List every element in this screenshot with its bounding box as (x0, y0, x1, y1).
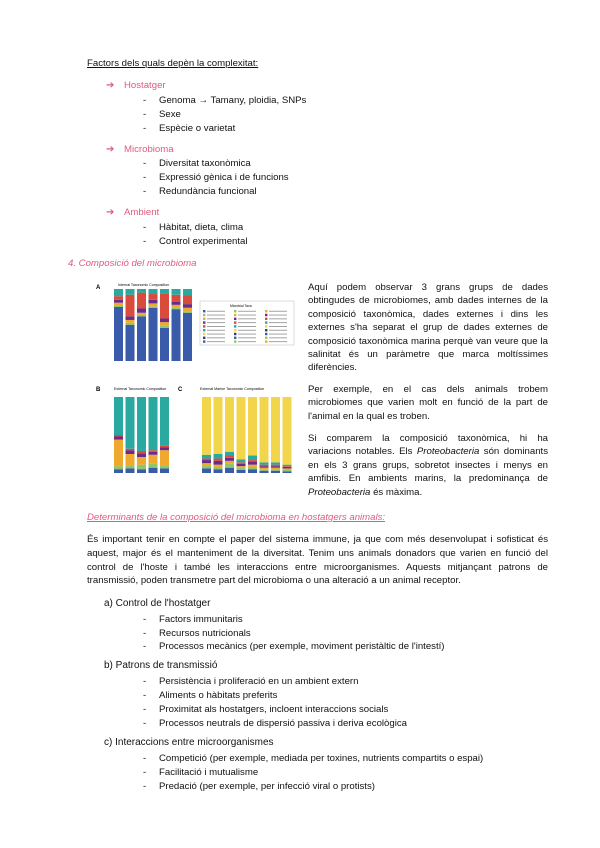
legend-text-line (238, 330, 256, 331)
legend-text-line (269, 315, 287, 316)
bar-segment (114, 289, 123, 296)
bar-segment (248, 456, 257, 461)
bar-segment (149, 468, 158, 473)
panel-b-label: B (96, 387, 101, 393)
bar-segment (172, 302, 181, 305)
legend-text-line (207, 341, 225, 342)
arrow-right-icon: ➔ (106, 207, 115, 218)
bar-segment (248, 462, 257, 465)
bar-segment (260, 471, 269, 473)
bar-segment (137, 293, 146, 309)
bar-segment (260, 465, 269, 467)
bar-segment (126, 323, 135, 325)
legend-swatch (265, 329, 267, 331)
legend-swatch (265, 337, 267, 339)
bar-segment (271, 469, 280, 471)
bar-segment (172, 289, 181, 295)
bar-segment (149, 397, 158, 450)
bar-segment (214, 454, 223, 459)
bar-segment (260, 468, 269, 470)
legend-swatch (234, 321, 236, 323)
bar-segment (126, 449, 135, 451)
legend-swatch (203, 329, 205, 331)
bar-segment (283, 397, 292, 465)
bar-segment (137, 316, 146, 361)
legend-swatch (234, 325, 236, 327)
bar-segment (114, 435, 123, 437)
bar-segment (271, 466, 280, 468)
panel-a-label: A (96, 285, 101, 291)
bar-segment (160, 468, 169, 473)
paragraph: Per exemple, en el cas dels animals trobem microbiomes que varien molt en funció de la part de l'animal en la qual es troben. (308, 384, 548, 422)
legend-swatch (203, 325, 205, 327)
paragraph: És important tenir en compte el paper del sistema immune, ja que com més desenvolupat i sofisticat és aquest, major és el manteniment de la diversitat. Tenim uns animals donadors que varien en funció del control de l'hoste i també les interaccions entre microorganismes. Aquests mitjançant patrons de transmissió, poden transmetre part del microbioma o una alteració a un animal receptor. (87, 534, 548, 587)
bar-segment (202, 468, 211, 473)
legend-text-line (238, 337, 256, 338)
bar-segment (114, 397, 123, 435)
bar-segment (126, 316, 135, 320)
bar-segment (149, 294, 158, 300)
bar-segment (114, 296, 123, 300)
list-item: - Aliments o hàbitats preferits (146, 690, 277, 701)
bar-segment (149, 306, 158, 307)
bar-segment (271, 471, 280, 473)
legend-swatch (203, 333, 205, 335)
bar-segment (160, 289, 169, 293)
bar-segment (114, 466, 123, 469)
section-label: c) Interaccions entre microorganismes (104, 737, 274, 748)
bar-segment (237, 468, 246, 470)
legend-text-line (269, 341, 287, 342)
bar-segment (149, 289, 158, 294)
bar-segment (214, 397, 223, 454)
section-label: b) Patrons de transmissió (104, 660, 218, 671)
group-ambient (106, 207, 159, 218)
legend-swatch (203, 310, 205, 312)
legend-text-line (269, 330, 287, 331)
legend-text-line (207, 311, 225, 312)
legend-text-line (207, 318, 225, 319)
legend-text-line (207, 322, 225, 323)
arrow-right-icon: ➔ (106, 80, 115, 91)
bar-segment (283, 467, 292, 469)
list-item: - Processos mecànics (per exemple, moviment peristàltic de l'intestí) (146, 641, 444, 652)
bar-segment (183, 311, 192, 312)
legend-swatch (234, 314, 236, 316)
bar-segment (126, 320, 135, 323)
legend-text-line (207, 334, 225, 335)
taxonomic-composition-figure (92, 279, 297, 504)
bar-segment (172, 309, 181, 361)
bar-segment (172, 308, 181, 309)
bar-segment (149, 300, 158, 304)
bar-segment (137, 457, 146, 465)
bar-segment (225, 456, 234, 458)
bar-segment (202, 465, 211, 468)
legend-swatch (203, 318, 205, 320)
bar-segment (172, 305, 181, 308)
bar-segment (126, 295, 135, 317)
bar-segment (225, 452, 234, 456)
list-item: - Hàbitat, dieta, clima (146, 222, 243, 233)
bar-segment (237, 470, 246, 473)
bar-segment (225, 464, 234, 468)
bar-segment (271, 468, 280, 470)
legend-swatch (265, 318, 267, 320)
bar-segment (137, 453, 146, 457)
bar-segment (114, 440, 123, 467)
legend-swatch (234, 337, 236, 339)
bar-segment (126, 454, 135, 465)
panel-c-bars (202, 397, 292, 473)
legend-text-line (238, 326, 256, 327)
list-item: - Sexe (146, 109, 181, 120)
list-item: - Predació (per exemple, per infecció viral o protists) (146, 781, 375, 792)
bar-segment (271, 465, 280, 467)
legend-text-line (207, 330, 225, 331)
bar-segment (283, 466, 292, 467)
legend-swatch (234, 333, 236, 335)
factors-title: Factors dels quals depèn la complexitat: (87, 58, 259, 69)
bar-segment (237, 397, 246, 459)
bar-segment (114, 300, 123, 303)
bar-segment (149, 452, 158, 455)
legend-text-line (238, 322, 256, 323)
bar-segment (202, 459, 211, 461)
legend-swatch (234, 318, 236, 320)
bar-segment (137, 308, 146, 312)
bar-segment (214, 467, 223, 469)
bar-segment (137, 451, 146, 453)
bar-segment (225, 468, 234, 473)
list-item: - Processos neutrals de dispersió passiva i deriva ecològica (146, 718, 407, 729)
bar-segment (149, 303, 158, 306)
list-item: - Expressió gènica i de funcions (146, 172, 289, 183)
bar-segment (248, 460, 257, 462)
legend-text-line (238, 334, 256, 335)
legend-swatch (265, 314, 267, 316)
bar-segment (160, 450, 169, 465)
bar-segment (237, 459, 246, 462)
determinants-title: Determinants de la composició del microbioma en hostatgers animals: (87, 512, 386, 523)
panel-b-title: External Taxonomic Composition (114, 387, 167, 391)
list-item: - Facilitació i mutualisme (146, 767, 258, 778)
bar-segment (114, 306, 123, 307)
panel-b-bars (114, 397, 169, 473)
bar-segment (260, 466, 269, 468)
panel-a-bars (114, 289, 192, 361)
group-hostatger (106, 80, 166, 91)
legend-text-line (207, 326, 225, 327)
paragraph: Aquí podem observar 3 grans grups de dades obtingudes de microbiomes, amb dades internes de la composició taxonòmica, dades externes i dins les externes s'ha separat el grup de dades externes de composició taxonòmica marina perquè van veure que la salinitat és un paràmetre que marca moltíssimes diferències. (308, 282, 548, 374)
legend-text-line (207, 337, 225, 338)
list-item: - Diversitat taxonòmica (146, 158, 251, 169)
list-item: - Proximitat als hostatgers, incloent interaccions socials (146, 704, 388, 715)
bar-segment (283, 468, 292, 470)
legend-swatch (265, 310, 267, 312)
panel-c-label: C (178, 387, 183, 393)
legend-text-line (269, 326, 287, 327)
legend-text-line (269, 322, 287, 323)
bar-segment (137, 289, 146, 293)
group-label: Microbioma (124, 144, 174, 155)
bar-segment (214, 461, 223, 465)
bar-segment (160, 447, 169, 450)
legend-text-line (238, 341, 256, 342)
bar-segment (260, 462, 269, 464)
bar-segment (137, 313, 146, 315)
bar-segment (126, 325, 135, 361)
list-item: - Genoma → Tamany, ploidia, SNPs (146, 95, 306, 106)
bar-segment (149, 308, 158, 361)
bar-segment (114, 303, 123, 306)
bar-segment (237, 466, 246, 468)
bar-segment (114, 437, 123, 440)
legend-text-line (238, 315, 256, 316)
bar-segment (283, 471, 292, 473)
legend-text-line (269, 318, 287, 319)
group-microbioma (106, 144, 174, 155)
bar-segment (160, 326, 169, 328)
bar-segment (202, 463, 211, 465)
paragraph: Si comparem la composició taxonòmica, hi ha variacions notables. Els Proteobacteria són dominants en els 3 grans grups, sobretot insectes i menys en amfibis. En ambients marins, la predominança de Proteobacteria és màxima. (308, 433, 549, 498)
legend-text-line (238, 318, 256, 319)
list-item: - Redundància funcional (146, 186, 257, 197)
bar-segment (248, 397, 257, 456)
bar-segment (160, 319, 169, 323)
bar-segment (183, 295, 192, 304)
bar-segment (183, 304, 192, 308)
arrow-right-icon: ➔ (106, 144, 115, 155)
legend-swatch (203, 321, 205, 323)
bar-segment (271, 397, 280, 462)
bar-segment (126, 450, 135, 454)
bar-segment (202, 455, 211, 459)
bar-segment (202, 460, 211, 463)
bar-segment (149, 464, 158, 468)
bar-segment (183, 313, 192, 361)
bar-segment (283, 465, 292, 467)
bar-segment (214, 459, 223, 461)
group-label: Hostatger (124, 80, 166, 91)
bar-segment (126, 468, 135, 473)
bar-segment (183, 308, 192, 312)
bar-segment (137, 315, 146, 316)
bar-segment (237, 462, 246, 464)
bar-segment (160, 397, 169, 446)
legend-text-line (238, 311, 256, 312)
bar-segment (248, 469, 257, 473)
bar-segment (160, 322, 169, 326)
legend-swatch (234, 329, 236, 331)
bar-segment (160, 328, 169, 361)
list-item: - Factors immunitaris (146, 614, 243, 625)
panel-c-title: External Marine Taxonomic Composition (200, 387, 265, 391)
legend-swatch (234, 310, 236, 312)
bar-segment (126, 397, 135, 449)
bar-segment (248, 467, 257, 469)
bar-segment (260, 469, 269, 471)
legend-title: Microbial Taxa (230, 304, 252, 308)
bar-segment (126, 465, 135, 468)
legend-swatch (203, 340, 205, 342)
legend-text-line (269, 311, 287, 312)
legend-entries (203, 310, 287, 343)
bar-segment (114, 469, 123, 473)
bar-segment (137, 397, 146, 451)
bar-segment (237, 464, 246, 466)
legend-text-line (207, 315, 225, 316)
bar-segment (183, 289, 192, 295)
section-heading: 4. Composició del microbioma (68, 258, 197, 269)
list-item: - Control experimental (146, 236, 248, 247)
group-label: Ambient (124, 207, 160, 218)
bar-segment (225, 461, 234, 464)
bar-segment (214, 465, 223, 467)
list-item: - Competició (per exemple, mediada per toxines, nutrients compartits o espai) (146, 753, 483, 764)
legend-text-line (269, 337, 287, 338)
bar-segment (160, 293, 169, 318)
bar-segment (225, 397, 234, 452)
legend-swatch (265, 325, 267, 327)
legend-swatch (265, 333, 267, 335)
legend-swatch (203, 337, 205, 339)
bar-segment (214, 469, 223, 473)
bar-segment (114, 307, 123, 361)
bar-segment (137, 469, 146, 473)
bar-segment (260, 397, 269, 462)
bar-segment (149, 455, 158, 464)
list-item: - Espècie o varietat (146, 123, 235, 134)
bar-segment (271, 462, 280, 464)
bar-segment (283, 470, 292, 472)
bar-segment (149, 450, 158, 452)
panel-a-title: Internal Taxonomic Composition (118, 283, 170, 287)
bar-segment (248, 465, 257, 467)
legend-swatch (234, 340, 236, 342)
bar-segment (172, 295, 181, 302)
bar-segment (137, 465, 146, 470)
bar-segment (225, 458, 234, 461)
section-label: a) Control de l'hostatger (104, 598, 211, 609)
bar-segment (160, 446, 169, 448)
bar-segment (202, 397, 211, 455)
bar-segment (126, 289, 135, 295)
legend-text-line (269, 334, 287, 335)
legend-swatch (265, 340, 267, 342)
list-item: - Persistència i proliferació en un ambient extern (146, 676, 358, 687)
bar-segment (160, 465, 169, 468)
legend-swatch (265, 321, 267, 323)
list-item: - Recursos nutricionals (146, 628, 251, 639)
legend-swatch (203, 314, 205, 316)
